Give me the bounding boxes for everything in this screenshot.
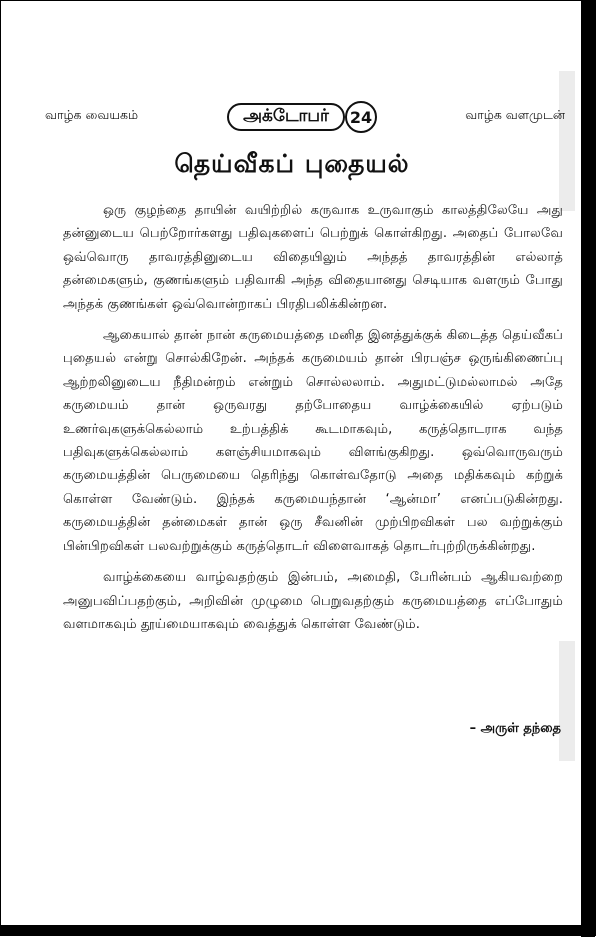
page-border-right	[581, 1, 595, 937]
page-title: தெய்வீகப் புதையல்	[174, 149, 410, 178]
scan-edge-shadow	[559, 71, 575, 211]
page-header	[45, 101, 565, 137]
month-label: அக்டோபர்	[227, 103, 345, 131]
header-right-text: வாழ்க வளமுடன்	[465, 107, 565, 122]
page-border-bottom	[1, 925, 596, 935]
paragraph: ஒரு குழந்தை தாயின் வயிற்றில் கருவாக உருவாகும் காலத்திலேயே அது தன்னுடைய பெற்றோர்களது பதிவுகளைப் பெற்றுக் கொள்கிறது. அதைப் போலவே ஒவ்வொரு தாவரத்தினுடைய விதையிலும் அந்தத் தாவரத்தின் எல்லாத் தன்மைகளும், குணங்களும் பதிவாகி அந்த விதையானது செடியாக வளரும் போது அந்தக் குணங்கள் ஒவ்வொன்றாகப் பிரதிபலிக்கின்றன.	[63, 203, 563, 312]
day-number: 24	[345, 101, 377, 133]
scan-edge-shadow	[559, 641, 575, 761]
body-text	[63, 199, 563, 644]
paragraph: வாழ்க்கையை வாழ்வதற்கும் இன்பம், அமைதி, பேரின்பம் ஆகியவற்றை அனுபவிப்பதற்கும், அறிவின் முழுமை பெறுவதற்கும் கருமையத்தை எப்போதும் வளமாகவும் தூய்மையாகவும் வைத்துக் கொள்ள வேண்டும்.	[63, 570, 563, 632]
paragraph: ஆகையால் தான் நான் கருமையத்தை மனித இனத்துக்குக் கிடைத்த தெய்வீகப் புதையல் என்று சொல்கிறேன். அந்தக் கருமையம் தான் பிரபஞ்ச ஒருங்கிணைப்பு ஆற்றலினுடைய நீதிமன்றம் என்றும் சொல்லலாம். அதுமட்டுமல்லாமல் அதே கருமையம் தான் ஒருவரது தற்போதைய வாழ்க்கையில் ஏற்படும் உணர்வுகளுக்கெல்லாம் உற்பத்திக் கூடமாகவும், கருத்தொடராக வந்த பதிவுகளுக்கெல்லாம் களஞ்சியமாகவும் விளங்குகிறது. ஒவ்வொருவரும் கருமையத்தின் பெருமையை தெரிந்து கொள்வதோடு அதை மதிக்கவும் கற்றுக் கொள்ள வேண்டும். இந்தக் கருமையந்தான் ‘ஆன்மா’ எனப்படுகின்றது. கருமையத்தின் தன்மைகள் தான் ஒரு சீவனின் முற்பிறவிகள் பல வற்றுக்கும் பின்பிறவிகள் பலவற்றுக்கும் கருத்தொடர் விளைவாகத் தொடர்புற்றிருக்கின்றது.	[63, 328, 563, 554]
header-left-text: வாழ்க வையகம்	[45, 107, 139, 122]
author-signature: – அருள் தந்தை	[469, 721, 561, 736]
date-badge	[227, 101, 387, 135]
